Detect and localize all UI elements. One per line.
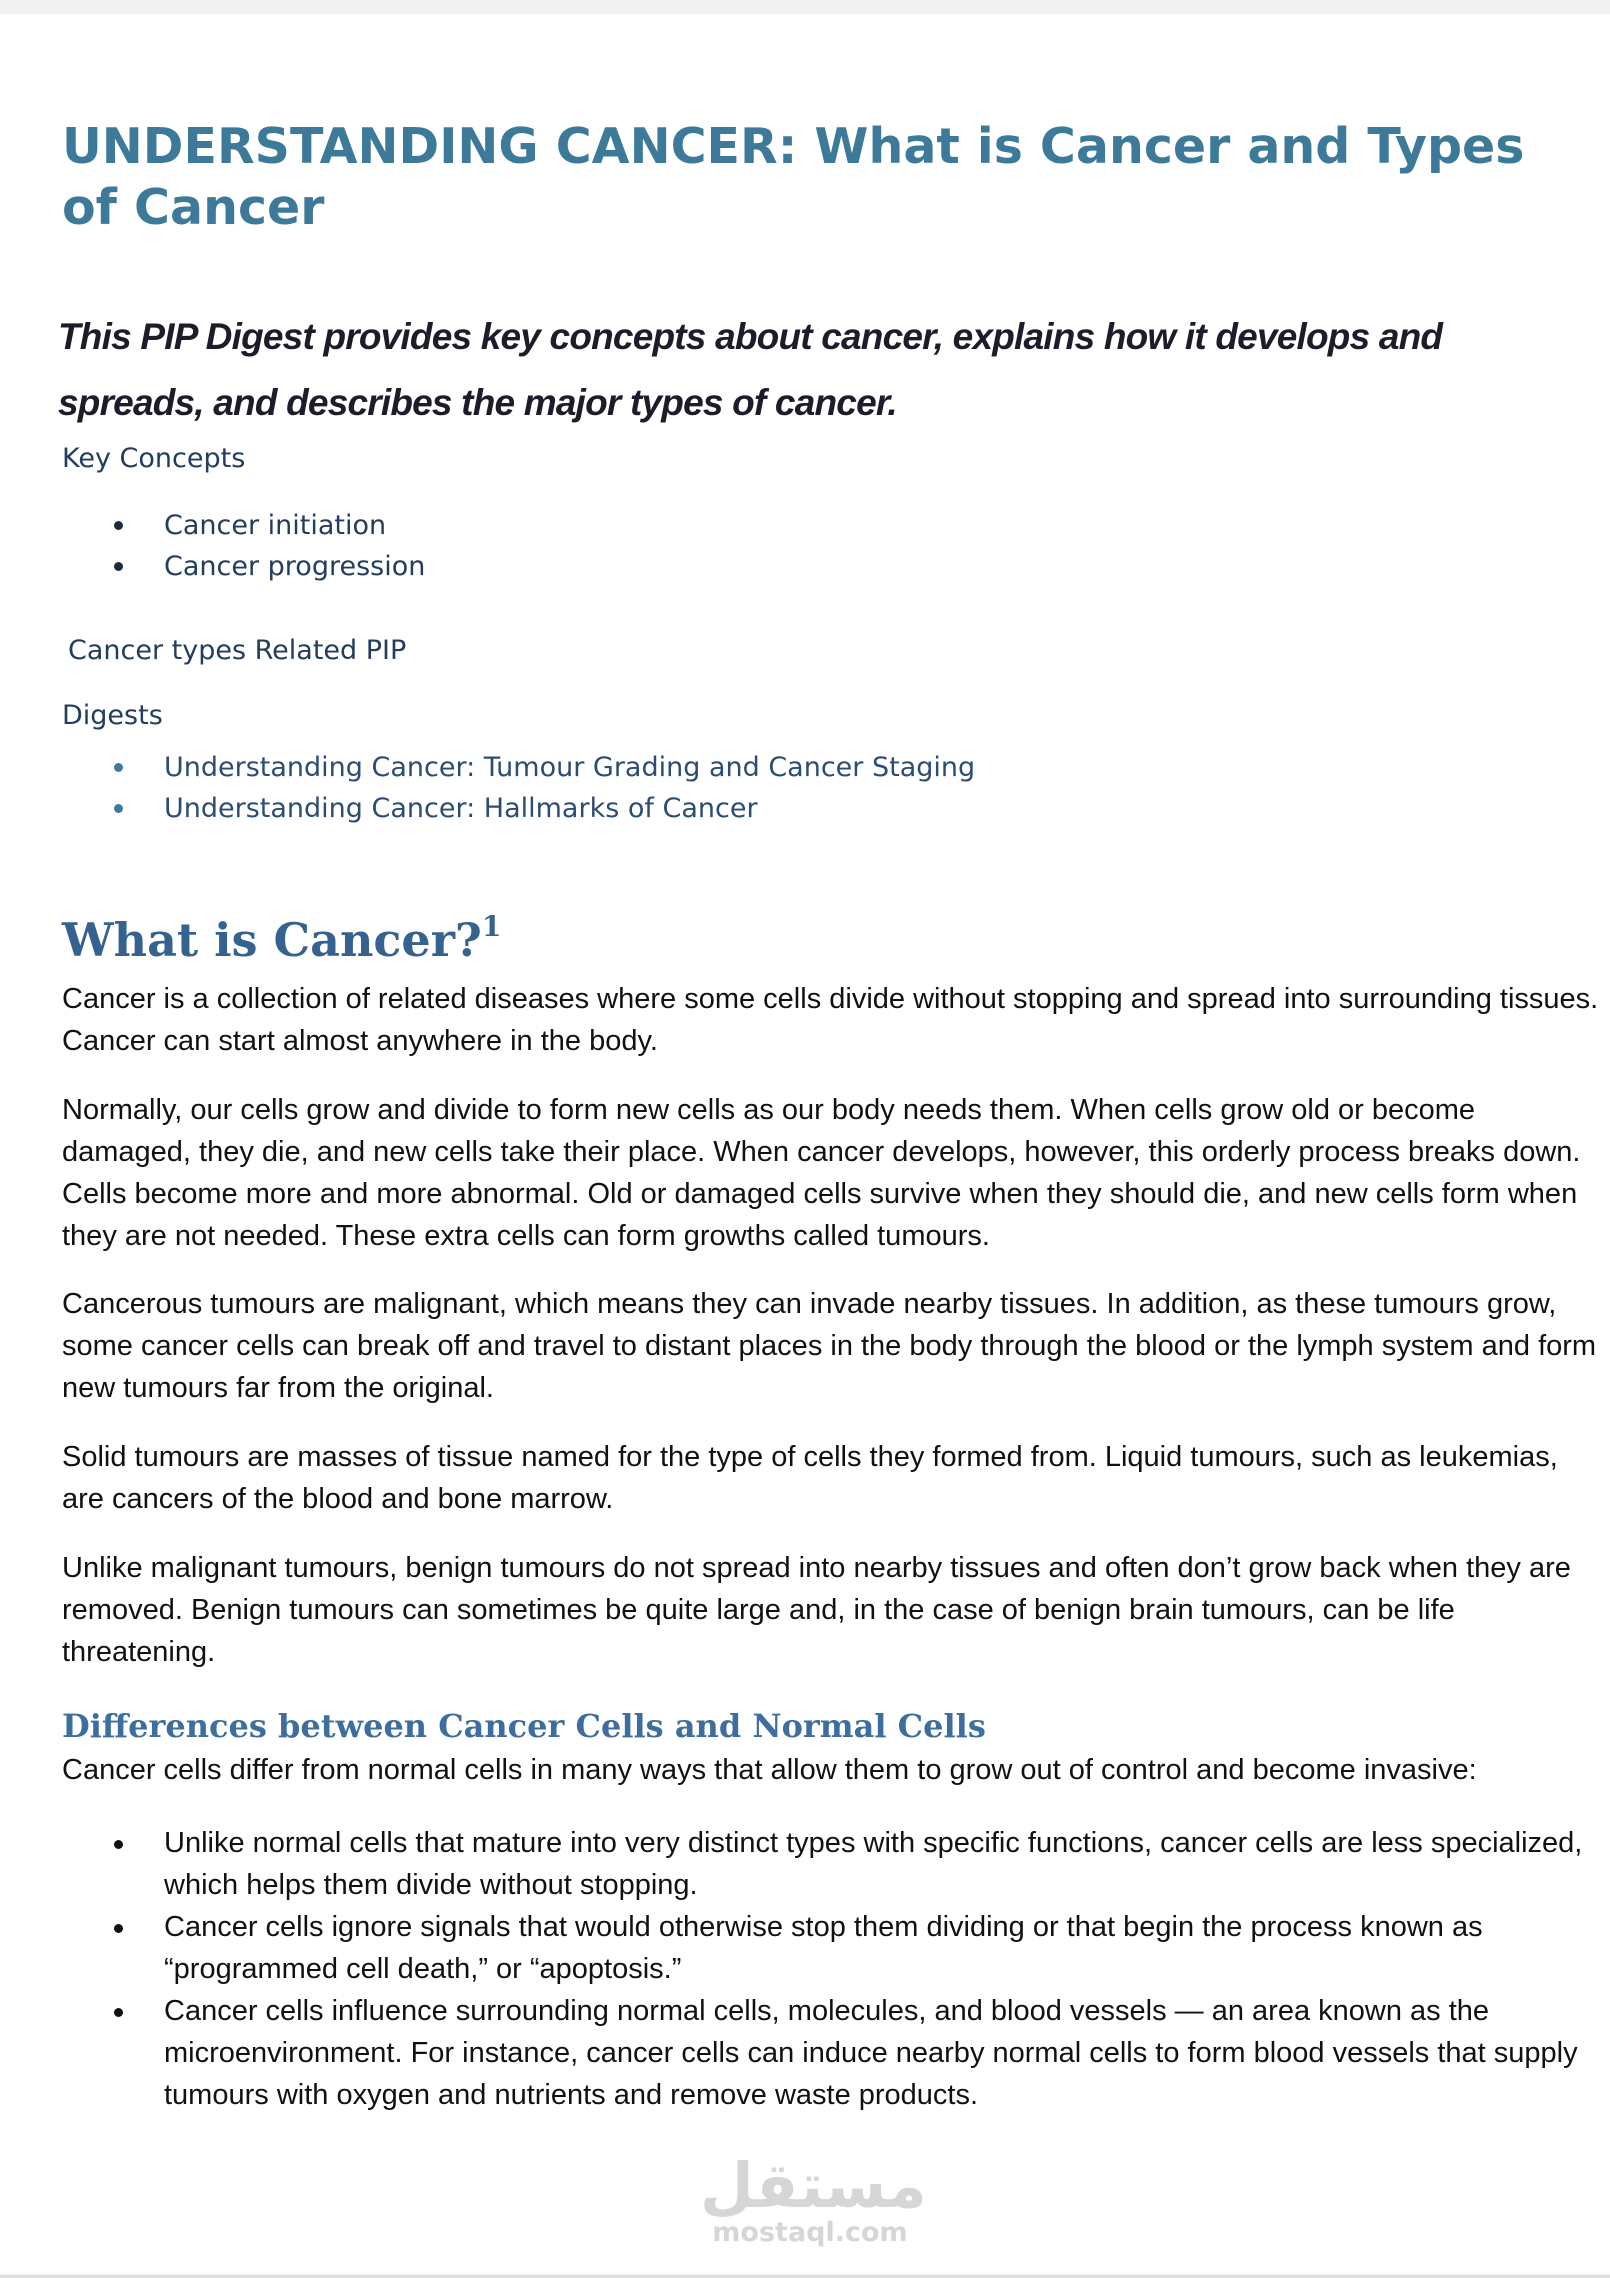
key-concepts-list bbox=[62, 505, 425, 587]
list-item: Cancer progression bbox=[62, 546, 425, 587]
bullet-icon bbox=[114, 562, 123, 571]
paragraph: Normally, our cells grow and divide to form new cells as our body needs them. When cells grow old or become damaged, they die, and new cells take their place. When cancer develops, however, this orderly process breaks down. Cells become more and more abnormal. Old or damaged cells survive when they should die, and new cells form when they are not needed. These extra cells can form growths called tumours. bbox=[62, 1094, 1581, 1252]
list-item: Cancer cells influence surrounding normal cells, molecules, and blood vessels — an area known as the microenvironment. For instance, cancer cells can induce nearby normal cells to form blood vessels that supply tumours with oxygen and nutrients and remove waste products. bbox=[62, 1990, 1602, 2116]
document-page bbox=[0, 14, 1610, 2274]
bullet-icon bbox=[114, 804, 123, 813]
subheading: Differences between Cancer Cells and Normal Cells bbox=[62, 1707, 986, 1745]
paragraph: Cancer is a collection of related diseases where some cells divide without stopping and spread into surrounding tissues. Cancer can start almost anywhere in the body. bbox=[62, 983, 1599, 1057]
bullet-icon bbox=[114, 1924, 123, 1933]
list-item: Unlike normal cells that mature into very distinct types with specific functions, cancer cells are less specialized, which helps them divide without stopping. bbox=[62, 1822, 1602, 1906]
bullet-icon bbox=[114, 763, 123, 772]
footnote-marker[interactable]: 1 bbox=[481, 910, 502, 943]
related-digests-list bbox=[62, 747, 975, 829]
related-digest-link[interactable]: Understanding Cancer: Tumour Grading and Cancer Staging bbox=[62, 747, 975, 788]
related-digest-link[interactable]: Understanding Cancer: Hallmarks of Cancer bbox=[62, 788, 975, 829]
key-concepts-label: Key Concepts bbox=[62, 443, 246, 474]
related-label: Cancer types Related PIP bbox=[68, 635, 407, 666]
watermark bbox=[700, 2149, 927, 2248]
paragraph: Solid tumours are masses of tissue named for the type of cells they formed from. Liquid tumours, such as leukemias, are cancers of the blood and bone marrow. bbox=[62, 1441, 1558, 1515]
differences-list bbox=[62, 1822, 1602, 2116]
paragraph: Unlike malignant tumours, benign tumours do not spread into nearby tissues and often don’t grow back when they are removed. Benign tumours can sometimes be quite large and, in the case of benign brain tumours, can be life threatening. bbox=[62, 1552, 1571, 1668]
section-heading: What is Cancer?$^1$ bbox=[62, 910, 502, 967]
related-label-digests: Digests bbox=[62, 700, 163, 731]
document-title: UNDERSTANDING CANCER: What is Cancer and Types of Cancer bbox=[62, 118, 1525, 236]
differences-intro: Cancer cells differ from normal cells in many ways that allow them to grow out of control and become invasive: bbox=[62, 1754, 1477, 1786]
list-item: Cancer initiation bbox=[62, 505, 425, 546]
bullet-icon bbox=[114, 1840, 123, 1849]
list-item: Cancer cells ignore signals that would otherwise stop them dividing or that begin the process known as “programmed cell death,” or “apoptosis.” bbox=[62, 1906, 1602, 1990]
document-subtitle: This PIP Digest provides key concepts about cancer, explains how it develops and spreads, and describes the major types of cancer. bbox=[58, 316, 1443, 423]
watermark-arabic: مستقل bbox=[700, 2149, 927, 2222]
bullet-icon bbox=[114, 521, 123, 530]
paragraph: Cancerous tumours are malignant, which means they can invade nearby tissues. In addition, as these tumours grow, some cancer cells can break off and travel to distant places in the body through the blood or the lymph system and form new tumours far from the original. bbox=[62, 1288, 1597, 1404]
watermark-latin: mostaql.com bbox=[712, 2217, 908, 2248]
bullet-icon bbox=[114, 2008, 123, 2017]
